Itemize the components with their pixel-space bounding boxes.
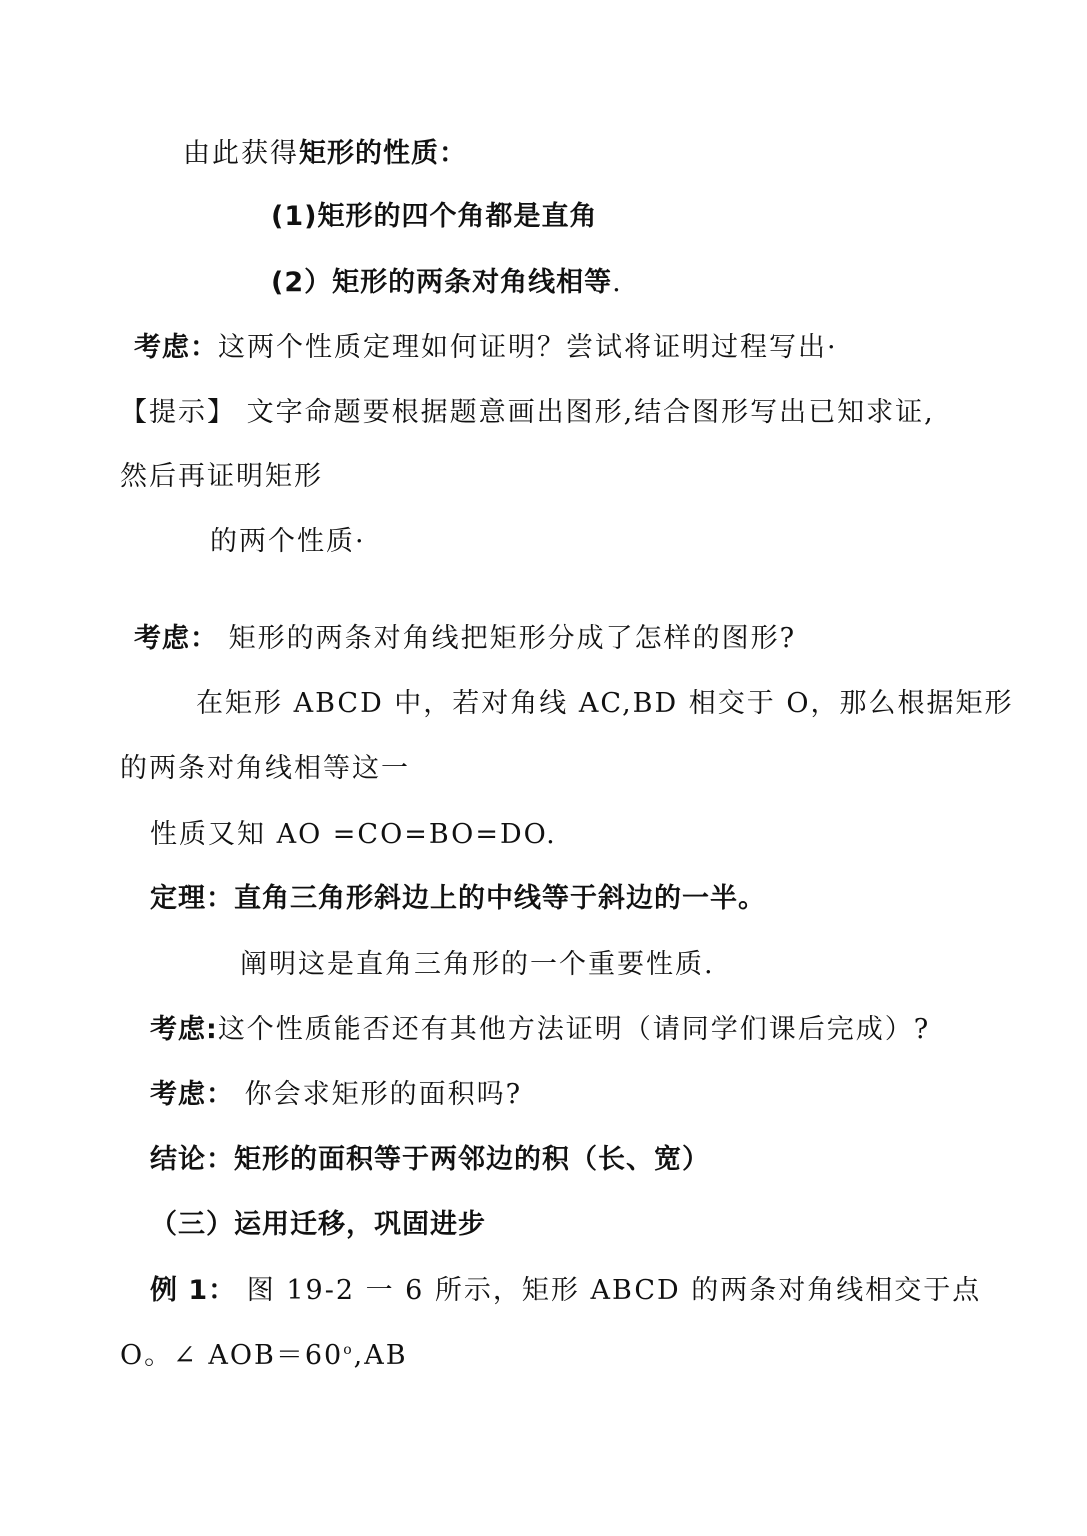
hint-line-1: 【提示】 文字命题要根据题意画出图形,结合图形写出已知求证, xyxy=(120,397,935,428)
consider-1-text: 这两个性质定理如何证明？尝试将证明过程写出· xyxy=(218,332,838,363)
intro-bold: 矩形的性质： xyxy=(299,138,467,169)
theorem-note: 阐明这是直角三角形的一个重要性质. xyxy=(240,949,715,980)
property-2 xyxy=(271,266,623,300)
intro-text: 由此获得 xyxy=(183,138,299,169)
consider-3-label: 考虑: xyxy=(150,1014,218,1045)
diagonal-line-2: 的两条对角线相等这一 xyxy=(120,753,410,784)
diagonal-line-3: 性质又知 AO =CO=BO=DO. xyxy=(150,819,557,850)
angle-text: O。∠ AOB＝60 xyxy=(120,1340,344,1371)
consider-3-text: 这个性质能否还有其他方法证明（请同学们课后完成）? xyxy=(217,1014,931,1045)
example-1-label: 例 1： xyxy=(150,1275,237,1306)
property-1: (1)矩形的四个角都是直角 xyxy=(271,201,598,232)
conclusion: 结论：矩形的面积等于两邻边的积（长、宽） xyxy=(150,1144,710,1175)
diagonal-line-1: 在矩形 ABCD 中，若对角线 AC,BD 相交于 O，那么根据矩形 xyxy=(196,688,1014,719)
hint-line-3: 的两个性质· xyxy=(210,526,366,557)
example-1 xyxy=(150,1274,981,1308)
example-1-text: 图 19-2 一 6 所示，矩形 ABCD 的两条对角线相交于点 xyxy=(236,1275,982,1306)
theorem: 定理：直角三角形斜边上的中线等于斜边的一半。 xyxy=(150,883,766,914)
section-heading: （三）运用迁移，巩固进步 xyxy=(150,1209,486,1240)
property-2-text: (2）矩形的两条对角线相等 xyxy=(271,267,613,298)
consider-4-label: 考虑： xyxy=(150,1079,234,1110)
property-2-end: . xyxy=(612,267,623,298)
consider-2-text: 矩形的两条对角线把矩形分成了怎样的图形? xyxy=(218,623,797,654)
hint-line-2: 然后再证明矩形 xyxy=(120,461,323,492)
angle-text-end: ,AB xyxy=(353,1340,408,1371)
consider-4 xyxy=(150,1078,522,1112)
consider-4-text: 你会求矩形的面积吗? xyxy=(234,1079,523,1110)
degree-mark: o xyxy=(343,1342,354,1358)
consider-2 xyxy=(134,622,796,656)
example-1-continued xyxy=(120,1339,408,1373)
consider-1-label: 考虑： xyxy=(134,332,218,363)
line-rect-properties-intro xyxy=(183,137,467,171)
consider-3 xyxy=(150,1013,930,1047)
consider-1 xyxy=(134,331,838,365)
consider-2-label: 考虑： xyxy=(134,623,218,654)
